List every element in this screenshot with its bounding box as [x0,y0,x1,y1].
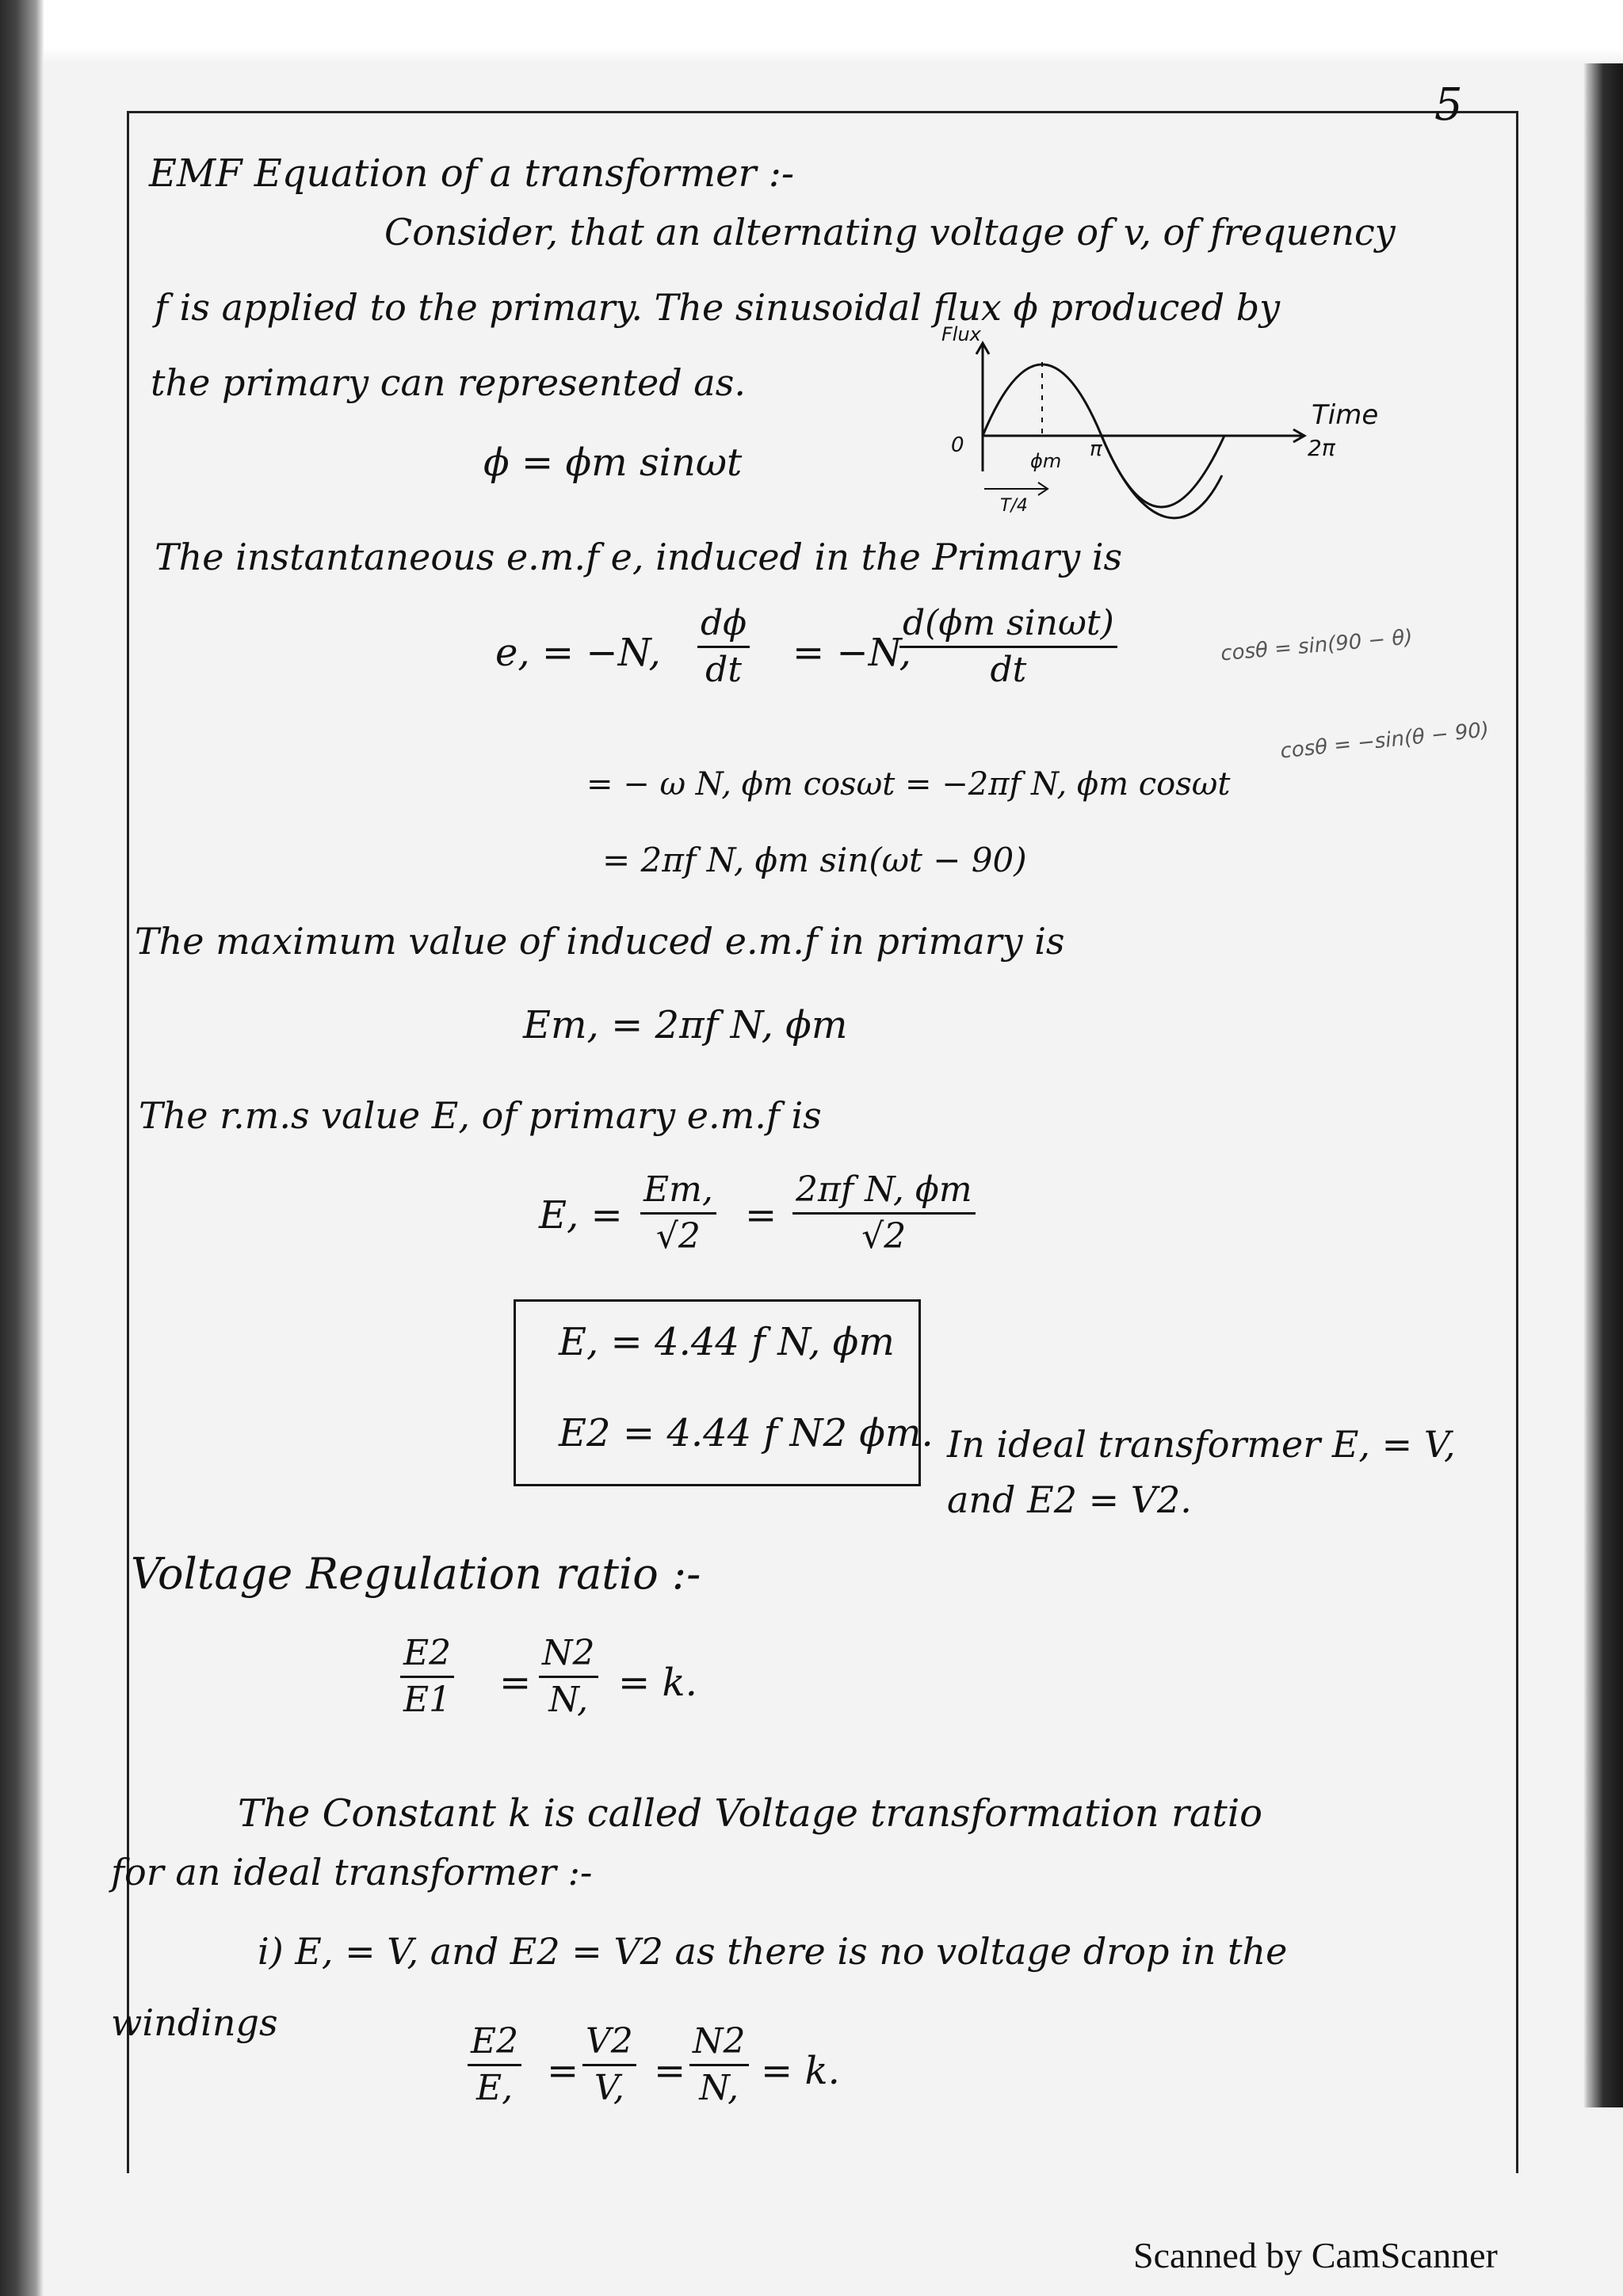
final-fraction-3 [689,2021,749,2108]
graph-x-label: Time [1312,399,1379,431]
ratio-frac1-den: E1 [403,1680,452,1720]
instantaneous-emf-line: The instantaneous e.m.f e, induced in the Primary is [155,536,1123,578]
trig-note-1: cosθ = sin(90 − θ) [1220,625,1414,666]
point-i-line-1: i) E, = V, and E2 = V2 as there is no voltage drop in the [258,1930,1288,1973]
graph-peak-label: ϕm [1030,450,1062,472]
rms-fraction-1 [640,1169,716,1257]
camscanner-footer: Scanned by CamScanner [1133,2235,1498,2275]
trig-note-2: cosθ = −sin(θ − 90) [1279,718,1491,764]
deriv-frac1-num: dϕ [697,606,750,648]
flux-waveform-graph [927,313,1434,551]
ratio-frac1-num: E2 [400,1636,454,1678]
final-frac1-num: E2 [468,2024,521,2066]
rms-frac1-den: √2 [655,1216,701,1257]
page-number: 5 [1434,79,1463,131]
point-i-line-2: windings [111,2001,278,2044]
constant-k-line-2: for an ideal transformer :- [111,1851,593,1894]
final-frac1-den: E, [476,2068,514,2108]
final-tail: = k. [761,2049,840,2093]
ratio-tail: = k. [618,1661,697,1705]
graph-y-label: Flux [941,323,981,345]
deriv-frac2-num: d(ϕm sinωt) [899,606,1117,648]
em-max-equation: Em, = 2πf N, ϕm [523,1003,848,1047]
deriv-line-2: = − ω N, ϕm cosωt = −2πf N, ϕm cosωt [586,766,1231,803]
intro-line-1: Consider, that an alternating voltage of v, of frequency [384,211,1396,254]
ratio-frac2-den: N, [548,1680,589,1720]
ratio-equals: = [499,1661,532,1705]
final-fraction-1 [468,2021,521,2108]
ratio-frac2-num: N2 [539,1636,598,1678]
deriv-mid: = −N, [792,631,911,675]
deriv-fraction-2 [899,603,1117,690]
rms-frac2-den: √2 [861,1216,907,1257]
rms-value-line: The r.m.s value E, of primary e.m.f is [139,1094,822,1137]
deriv-fraction-1 [697,603,750,690]
boxed-equation-e2: E2 = 4.44 f N2 ϕm. [559,1411,934,1455]
constant-k-line-1: The Constant k is called Voltage transformation ratio [238,1791,1263,1836]
flux-equation: ϕ = ϕm sinωt [483,441,743,485]
scan-top-margin [0,0,1623,63]
graph-two-pi-label: 2π [1308,435,1335,461]
rms-frac2-num: 2πf N, ϕm [792,1173,976,1215]
intro-line-3: the primary can represented as. [151,361,746,404]
intro-line-2: f is applied to the primary. The sinusoidal flux ϕ produced by [155,286,1281,329]
ratio-fraction-2 [539,1633,598,1720]
ideal-transformer-note-1: In ideal transformer E, = V, [947,1423,1456,1466]
deriv-line-3: = 2πf N, ϕm sin(ωt − 90) [602,841,1027,879]
graph-pi-label: π [1090,437,1102,461]
emf-heading: EMF Equation of a transformer :- [149,151,795,196]
final-frac3-num: N2 [689,2024,749,2066]
deriv-frac2-den: dt [990,650,1027,690]
final-frac2-den: V, [594,2068,624,2108]
scan-shadow-left [0,0,44,2296]
deriv-lhs: e, = −N, [495,631,661,675]
final-fraction-2 [582,2021,636,2108]
ratio-fraction-1 [400,1633,454,1720]
voltage-ratio-heading: Voltage Regulation ratio :- [131,1549,701,1599]
final-frac2-num: V2 [582,2024,636,2066]
rms-equals: = [745,1193,777,1238]
rms-frac1-num: Em, [640,1173,716,1215]
final-frac3-den: N, [699,2068,739,2108]
graph-origin-label: 0 [951,433,964,457]
deriv-frac1-den: dt [705,650,743,690]
boxed-equation-e1: E, = 4.44 f N, ϕm [559,1320,895,1364]
final-equals-2: = [654,2049,686,2093]
scan-shadow-right [1583,63,1623,2107]
ideal-transformer-note-2: and E2 = V2. [947,1478,1192,1521]
graph-quarter-label: T/4 [1000,496,1028,516]
rms-fraction-2 [792,1169,976,1257]
final-equals-1: = [547,2049,579,2093]
rms-lhs: E, = [539,1193,623,1238]
maximum-value-line: The maximum value of induced e.m.f in primary is [135,920,1065,963]
flux-sine-curve-tail [1102,436,1222,518]
